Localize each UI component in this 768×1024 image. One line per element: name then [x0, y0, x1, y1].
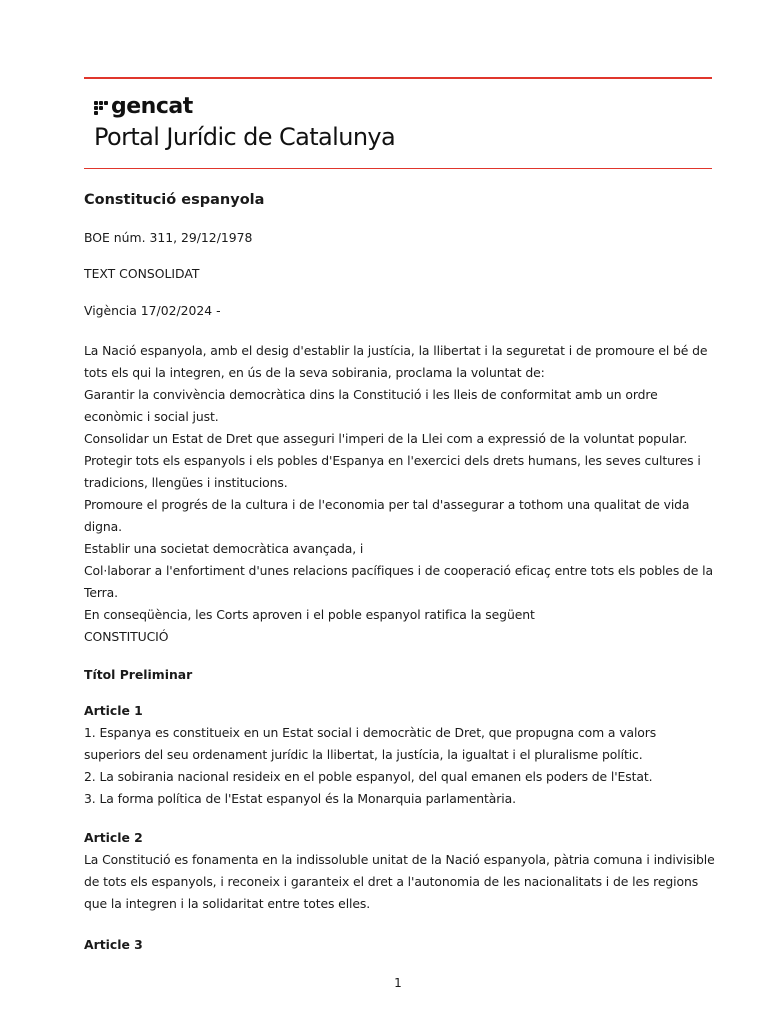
validity-date: Vigència 17/02/2024 -	[84, 303, 221, 318]
consolidated-status: TEXT CONSOLIDAT	[84, 266, 200, 281]
article-1-body	[84, 722, 716, 810]
article-3-title: Article 3	[84, 937, 143, 952]
page-number: 1	[394, 976, 402, 990]
article-2-paragraph: La Constitució es fonamenta en la indissoluble unitat de la Nació espanyola, pàtria comuna i indivisible de tots els espanyols, i reconeix i garanteix el dret a l'autonomia de les nacionalitats i de les regions que la integren i la solidaritat entre totes elles.	[84, 852, 715, 911]
section-title: Títol Preliminar	[84, 667, 193, 682]
preamble-paragraph: Garantir la convivència democràtica dins la Constitució i les lleis de conformitat amb un ordre econòmic i social just.	[84, 387, 658, 424]
preamble	[84, 340, 716, 648]
article-2-body	[84, 849, 716, 915]
article-1-title: Article 1	[84, 703, 143, 718]
article-1-paragraph: 2. La sobirania nacional resideix en el poble espanyol, del qual emanen els poders de l'Estat.	[84, 769, 653, 784]
header-bottom-rule	[84, 168, 712, 169]
article-1-paragraph: 3. La forma política de l'Estat espanyol és la Monarquia parlamentària.	[84, 791, 516, 806]
preamble-paragraph: Consolidar un Estat de Dret que asseguri l'imperi de la Llei com a expressió de la voluntat popular.	[84, 431, 688, 446]
preamble-paragraph: Establir una societat democràtica avançada, i	[84, 541, 364, 556]
preamble-paragraph: CONSTITUCIÓ	[84, 629, 169, 644]
gencat-logo-icon	[94, 101, 108, 115]
document-title: Constitució espanyola	[84, 192, 265, 208]
article-2-title: Article 2	[84, 830, 143, 845]
article-1-paragraph: 1. Espanya es constitueix en un Estat social i democràtic de Dret, que propugna com a valors superiors del seu ordenament jurídic la llibertat, la justícia, la igualtat i el pluralisme polític.	[84, 725, 657, 762]
boe-reference: BOE núm. 311, 29/12/1978	[84, 230, 253, 245]
preamble-paragraph: Protegir tots els espanyols i els pobles d'Espanya en l'exercici dels drets humans, les seves cultures i tradicions, llengües i institucions.	[84, 453, 701, 490]
portal-title: Portal Jurídic de Catalunya	[94, 123, 396, 151]
gencat-logo	[94, 95, 193, 119]
preamble-paragraph: Col·laborar a l'enfortiment d'unes relacions pacífiques i de cooperació eficaç entre tots els pobles de la Terra.	[84, 563, 713, 600]
preamble-paragraph: La Nació espanyola, amb el desig d'establir la justícia, la llibertat i la seguretat i de promoure el bé de tots els qui la integren, en ús de la seva sobirania, proclama la voluntat de:	[84, 343, 708, 380]
preamble-paragraph: En conseqüència, les Corts aproven i el poble espanyol ratifica la següent	[84, 607, 535, 622]
logo-text: gencat	[111, 94, 193, 119]
header-top-rule	[84, 77, 712, 79]
preamble-paragraph: Promoure el progrés de la cultura i de l'economia per tal d'assegurar a tothom una qualitat de vida digna.	[84, 497, 690, 534]
